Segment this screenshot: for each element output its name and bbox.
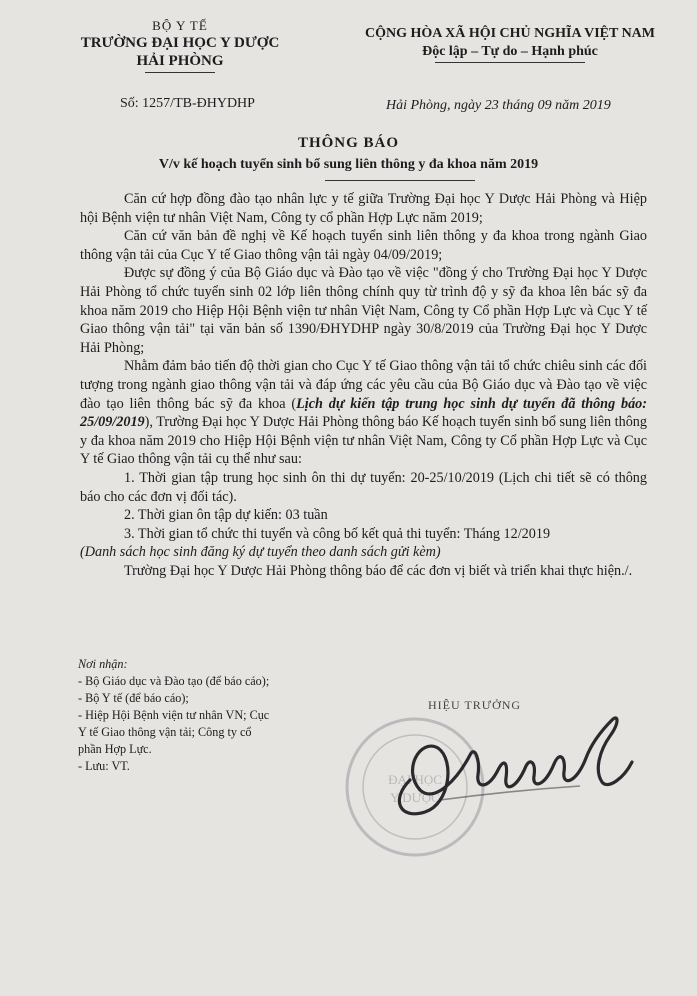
plan-item-3: 3. Thời gian tổ chức thi tuyển và công bố kết quả thi tuyển: Tháng 12/2019 — [124, 525, 551, 542]
plan-item-1: 1. Thời gian tập trung học sinh ôn thi dự tuyển: 20-25/10/2019 (Lịch chi tiết sẽ có thông báo cho các đơn vị đối tác). — [80, 469, 647, 505]
svg-text:ĐẠI HỌC: ĐẠI HỌC — [388, 772, 442, 787]
paragraph-ministry-approval: Được sự đồng ý của Bộ Giáo dục và Đào tạo về việc "đồng ý cho Trường Đại học Y Dược Hải Phòng tổ chức tuyển sinh 02 lớp liên thông chính quy từ trình độ y sỹ đa khoa lên bác sỹ đa khoa năm 2019 cho Hiệp Hội Bệnh viện tư nhân Việt Nam, Công ty Cổ phần Hợp Lực và Cục Y tế Giao thông vận tải" tại văn bản số 1390/ĐHYDHP ngày 30/8/2019 của Trường Đại học Y Dược Hải Phòng; — [80, 265, 647, 356]
plan-item-3-note: (Danh sách học sinh đăng ký dự tuyển theo danh sách gửi kèm) — [80, 544, 441, 561]
recipient-item: phần Hợp Lực. — [78, 742, 152, 756]
recipient-item: Y tế Giao thông vận tải; Công ty cổ — [78, 725, 252, 739]
handwritten-signature — [380, 700, 650, 830]
signer-title: HIỆU TRƯỞNG — [428, 698, 522, 712]
national-motto: Độc lập – Tự do – Hạnh phúc — [422, 44, 598, 59]
document-number: Số: 1257/TB-ĐHYDHP — [120, 96, 255, 111]
national-header — [340, 26, 680, 63]
recipients-block — [78, 656, 318, 775]
document-subtitle: V/v kế hoạch tuyển sinh bổ sung liên thông y đa khoa năm 2019 — [158, 157, 539, 172]
recipient-item: - Hiệp Hội Bệnh viện tư nhân VN; Cục — [78, 708, 270, 722]
subtitle-underline — [325, 180, 475, 181]
recipient-item: - Bộ Giáo dục và Đào tạo (để báo cáo); — [78, 674, 270, 688]
paragraph-basis-request: Căn cứ văn bản đề nghị về Kế hoạch tuyển sinh liên thông y đa khoa trong ngành Giao thông vận tải của Cục Y tế Giao thông vận tải ngày 04/09/2019; — [80, 228, 647, 263]
nation-name: CỘNG HÒA XÃ HỘI CHỦ NGHĨA VIỆT NAM — [364, 26, 655, 41]
recipient-item: - Lưu: VT. — [78, 759, 130, 773]
purpose-emphasis: Lịch dự kiến tập trung học sinh dự tuyển đã thông báo: 25/09/2019 — [80, 395, 648, 431]
school-name-line2: HẢI PHÒNG — [136, 53, 224, 69]
paragraph-basis-contract: Căn cứ hợp đồng đào tạo nhân lực y tế giữa Trường Đại học Y Dược Hải Phòng và Hiệp hội Bệnh viện tư nhân Việt Nam, Công ty cổ phần Hợp Lực năm 2019; — [80, 191, 647, 226]
ministry-name: BỘ Y TẾ — [152, 18, 208, 33]
recipients-heading: Nơi nhận: — [78, 657, 128, 671]
paragraph-purpose — [80, 357, 647, 469]
motto-underline — [435, 62, 585, 63]
recipient-item: - Bộ Y tế (để báo cáo); — [78, 691, 189, 705]
plan-item-2: 2. Thời gian ôn tập dự kiến: 03 tuần — [124, 507, 328, 524]
document-title: THÔNG BÁO — [297, 135, 400, 151]
svg-text:Y DƯỢC: Y DƯỢC — [390, 790, 440, 805]
closing-sentence: Trường Đại học Y Dược Hải Phòng thông báo để các đơn vị biết và triển khai thực hiện./. — [124, 562, 633, 579]
purpose-text-start: Nhằm đảm bảo tiến độ thời gian cho Cục Y tế Giao thông vận tải tổ chức chiêu sinh các đối tượng trong ngành giao thông vận tải và đáp ứng các yêu cầu của Bộ Giáo dục và Đào tạo về việc đào tạo liên thông bác sỹ đa khoa ( — [80, 358, 647, 412]
date-line: Hải Phòng, ngày 23 tháng 09 năm 2019 — [386, 98, 611, 113]
document-body — [80, 190, 647, 580]
purpose-text-end: ), Trường Đại học Y Dược Hải Phòng thông báo Kế hoạch tuyển sinh bổ sung liên thông y đa khoa năm 2019 cho Hiệp Hội Bệnh viện tư nhân Việt Nam, Công ty Cổ phần Hợp Lực và Cục Y tế Giao thông vận tải cụ thể như sau: — [80, 414, 647, 468]
issuer-underline — [145, 72, 215, 73]
issuer-header — [40, 18, 320, 73]
school-name-line1: TRƯỜNG ĐẠI HỌC Y DƯỢC — [80, 35, 280, 51]
